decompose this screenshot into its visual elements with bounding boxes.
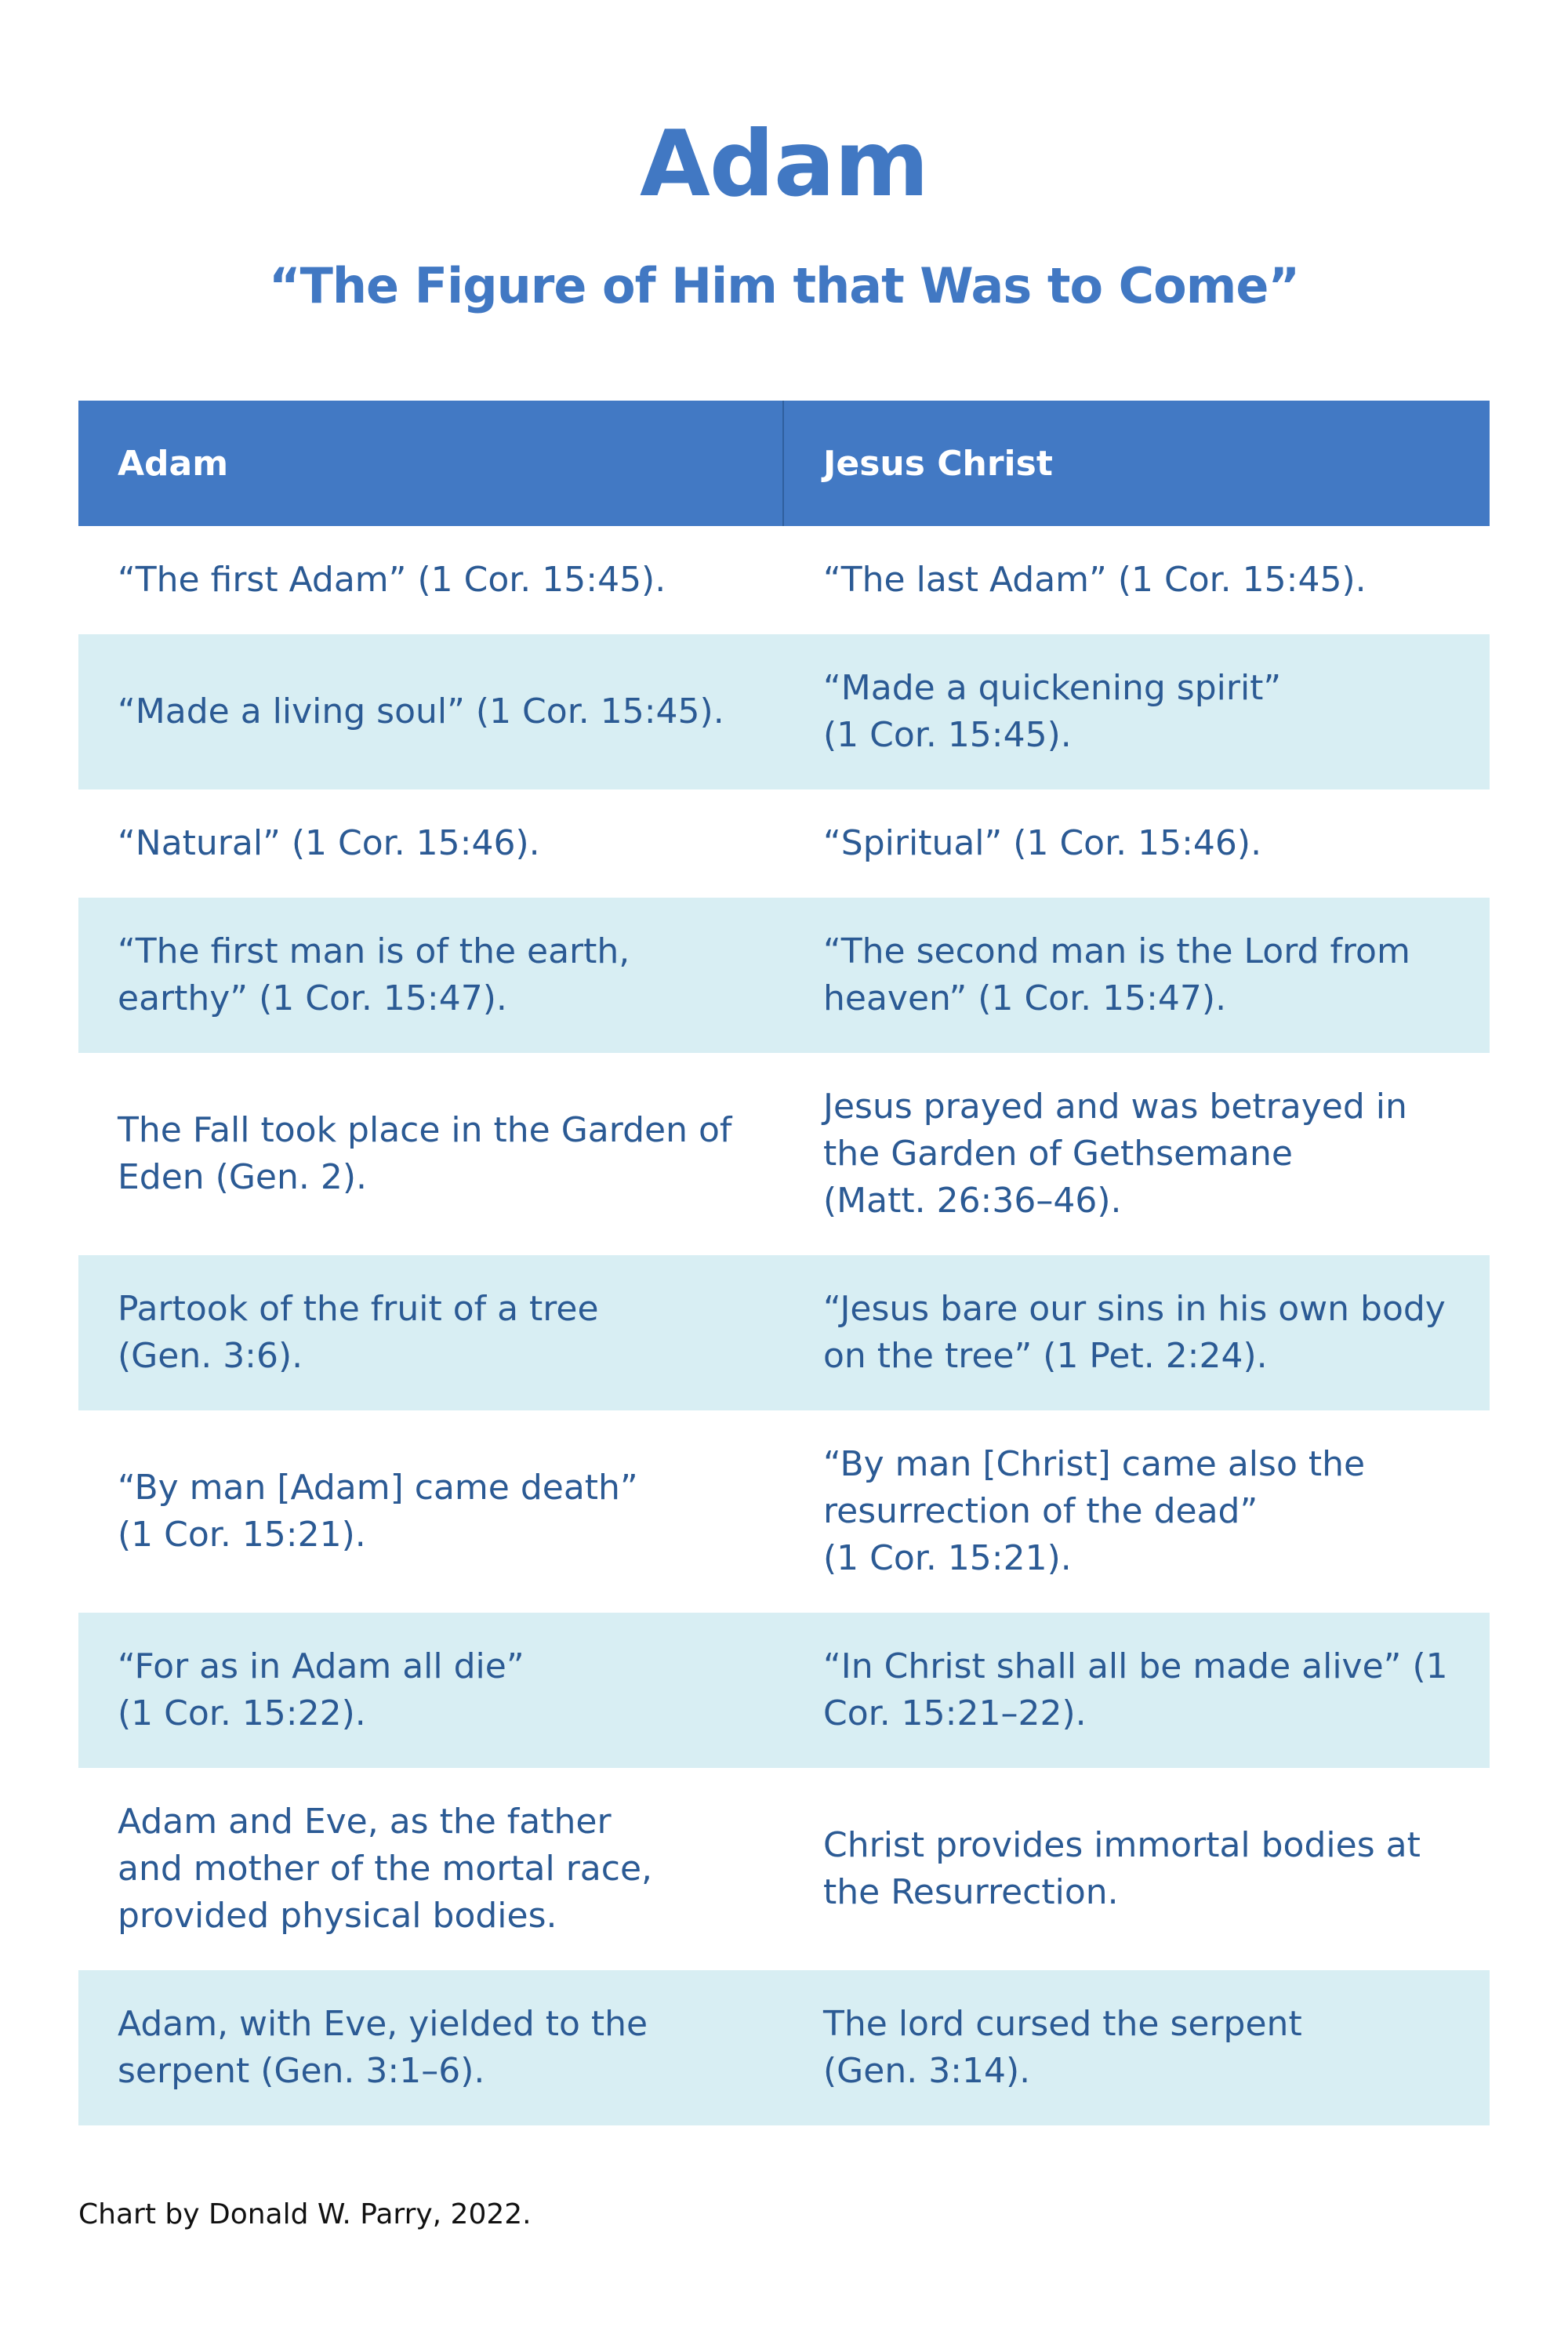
page-title: Adam xyxy=(640,111,928,217)
adam-cell: Adam and Eve, as the father and mother of the mortal race, provided physical bodies. xyxy=(118,1802,653,1936)
adam-cell: Adam, with Eve, yielded to the serpent (Gen. 3:1–6). xyxy=(118,2004,648,2091)
christ-cell: The lord cursed the serpent (Gen. 3:14). xyxy=(823,2004,1302,2091)
table-header xyxy=(78,401,1490,526)
christ-cell: “Jesus bare our sins in his own body on the tree” (1 Pet. 2:24). xyxy=(823,1289,1446,1376)
adam-cell: “Natural” (1 Cor. 15:46). xyxy=(118,823,540,863)
adam-cell: “Made a living soul” (1 Cor. 15:45). xyxy=(118,691,724,731)
christ-cell: “Spiritual” (1 Cor. 15:46). xyxy=(823,823,1262,863)
chart-credit: Chart by Donald W. Parry, 2022. xyxy=(78,2198,532,2230)
christ-cell: “Made a quickening spirit” (1 Cor. 15:45). xyxy=(823,668,1282,755)
table-row xyxy=(78,1970,1490,2125)
table-row xyxy=(78,1768,1490,1970)
adam-cell: The Fall took place in the Garden of Eden (Gen. 2). xyxy=(118,1110,732,1197)
comparison-table xyxy=(78,401,1490,2125)
header-jesus-christ: Jesus Christ xyxy=(823,443,1053,484)
christ-cell: Christ provides immortal bodies at the Resurrection. xyxy=(823,1825,1421,1912)
christ-cell: “The last Adam” (1 Cor. 15:45). xyxy=(823,560,1367,600)
header-adam: Adam xyxy=(78,401,784,526)
christ-cell: Jesus prayed and was betrayed in the Garden of Gethsemane (Matt. 26:36–46). xyxy=(823,1087,1407,1221)
adam-cell: Partook of the fruit of a tree (Gen. 3:6). xyxy=(118,1289,599,1376)
adam-cell: “The first man is of the earth, earthy” (1 Cor. 15:47). xyxy=(118,931,630,1018)
table-row xyxy=(78,1053,1490,1255)
table-row xyxy=(78,526,1490,634)
christ-cell: “In Christ shall all be made alive” (1 Cor. 15:21–22). xyxy=(823,1646,1448,1733)
table-row xyxy=(78,1613,1490,1768)
adam-cell: “For as in Adam all die” (1 Cor. 15:22). xyxy=(118,1646,524,1733)
table-row xyxy=(78,789,1490,898)
table-row xyxy=(78,1255,1490,1410)
table-row xyxy=(78,1410,1490,1613)
adam-cell: “By man [Adam] came death” (1 Cor. 15:21). xyxy=(118,1468,638,1555)
table-row xyxy=(78,634,1490,789)
table-row xyxy=(78,898,1490,1053)
christ-cell: “The second man is the Lord from heaven” (1 Cor. 15:47). xyxy=(823,931,1410,1018)
adam-cell: “The first Adam” (1 Cor. 15:45). xyxy=(118,560,666,600)
page-subtitle: “The Figure of Him that Was to Come” xyxy=(268,257,1300,314)
christ-cell: “By man [Christ] came also the resurrection of the dead” (1 Cor. 15:21). xyxy=(823,1444,1366,1578)
